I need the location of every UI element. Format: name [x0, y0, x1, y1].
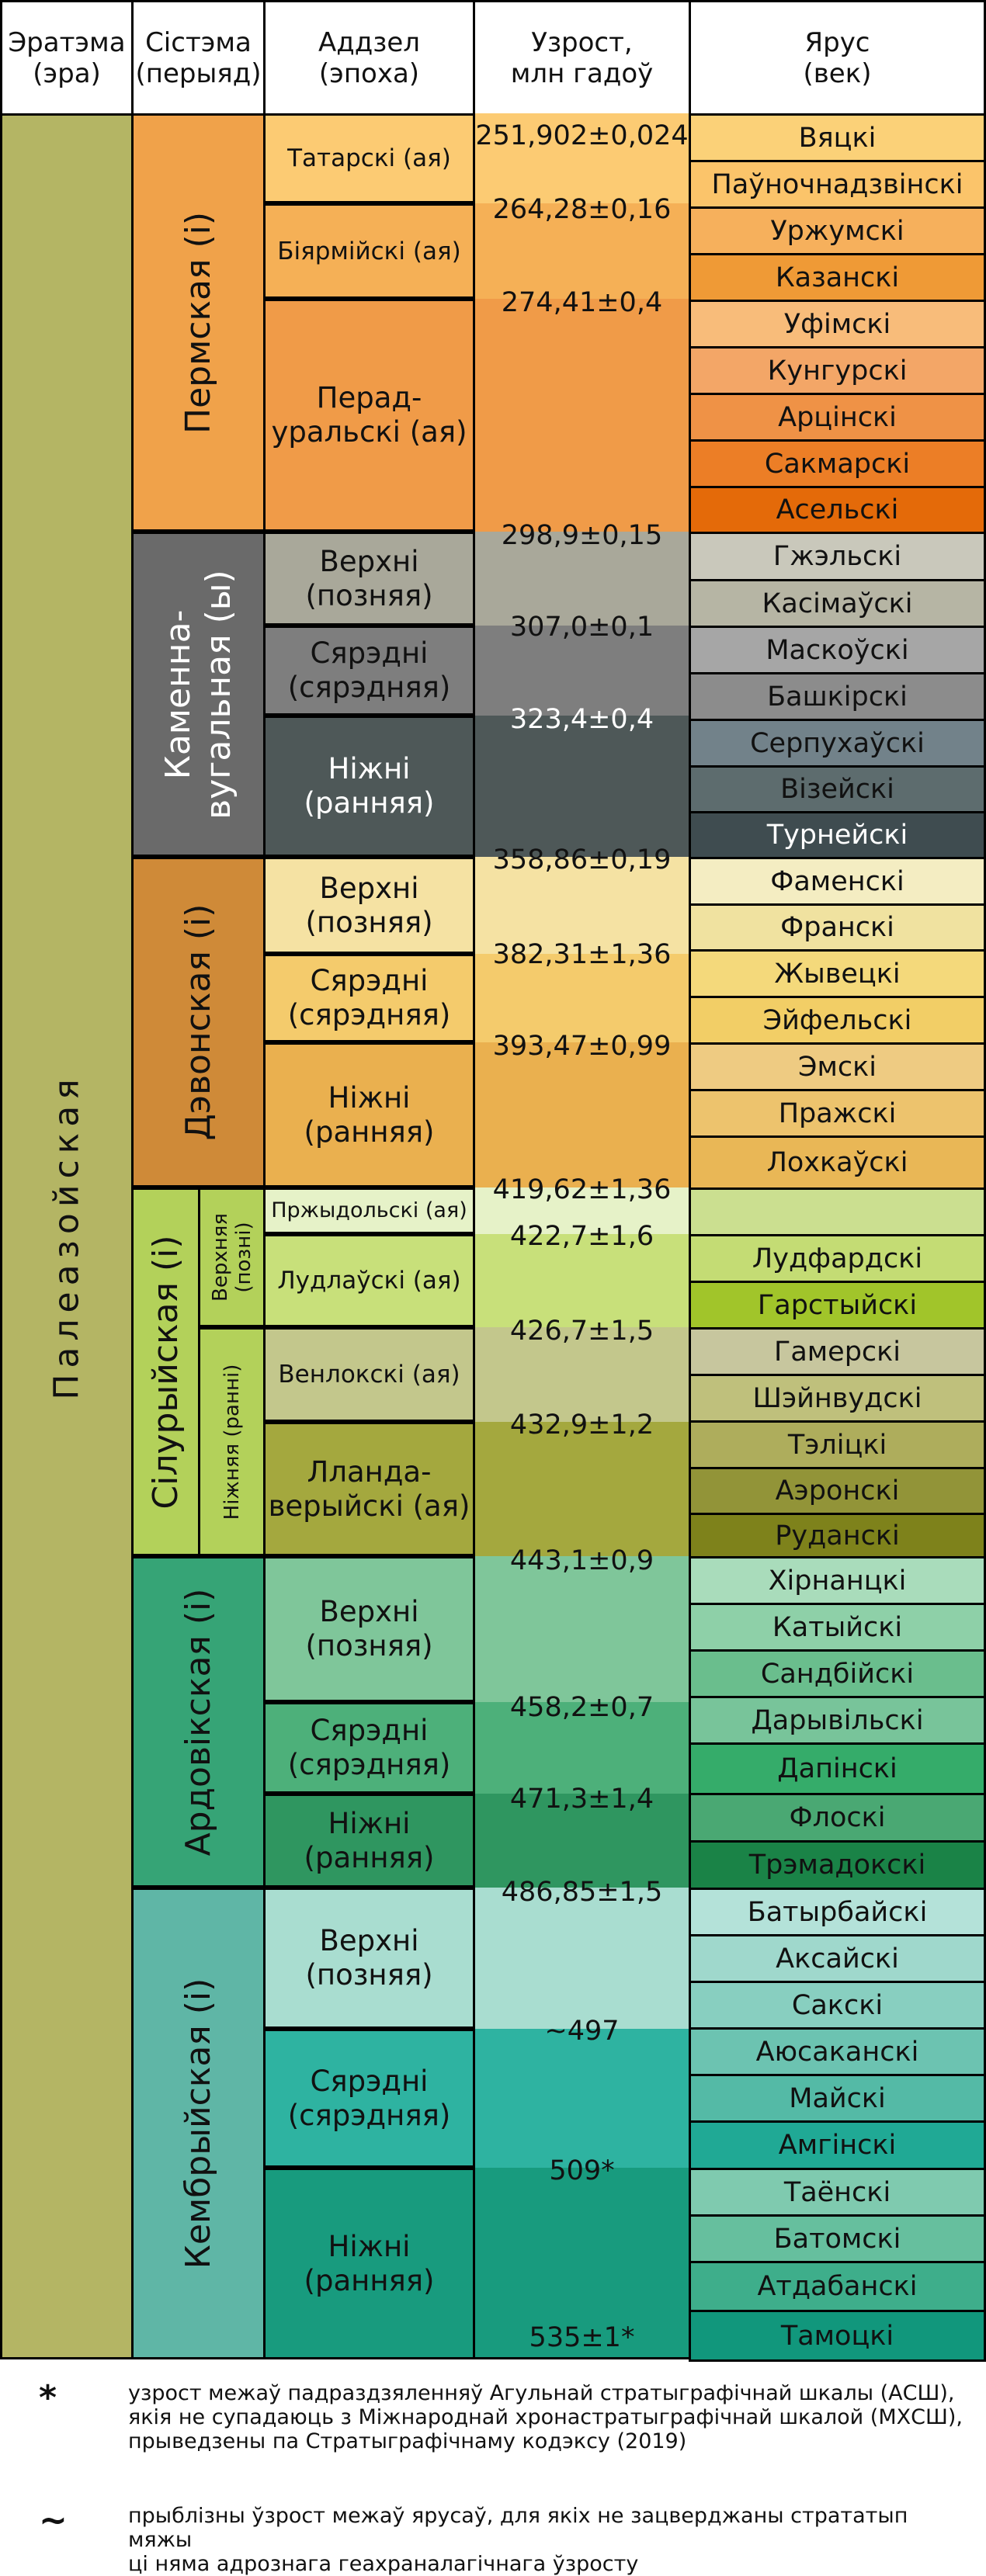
era-label: Палеазойская: [47, 1073, 87, 1400]
stage-label: Батомскі: [773, 2223, 901, 2255]
stage-label: Кунгурскі: [767, 355, 908, 387]
stage-cell: [689, 113, 986, 162]
stage-cell: [689, 2120, 986, 2170]
age-label: 535±1*: [529, 2322, 635, 2353]
stage-cell: [689, 1327, 986, 1376]
stage-label: Казанскі: [775, 262, 900, 293]
stage-cell: [689, 253, 986, 302]
system-cell: [131, 113, 266, 532]
stage-cell: [689, 949, 986, 998]
age-label: 509*: [549, 2155, 615, 2186]
system-cell: [131, 1556, 266, 1888]
epoch-label: Татарскі (ая): [287, 144, 451, 172]
stage-label: Уржумскі: [770, 215, 904, 247]
stage-cell: [689, 996, 986, 1045]
age-label: 393,47±0,99: [492, 1031, 672, 1062]
footnote-mark: *: [39, 2378, 57, 2418]
epoch-header: [263, 0, 475, 116]
silurian-series-label: Ніжняя (ранні): [220, 1364, 244, 1520]
epoch-cell: [263, 1556, 475, 1702]
stage-cell: [689, 1981, 986, 2030]
footnote-text: узрост межаў падраздзяленняў Агульнай стратыграфічнай шкалы (АСШ), якія не супадаюць з Міжнароднай хронастратыграфічнай шкалой (МХСШ), прыведзены па Стратыграфічнаму кодэксу (2019): [128, 2381, 963, 2453]
stage-label: Аэронскі: [775, 1475, 900, 1506]
stage-header: [689, 0, 986, 116]
system-label: Каменна- вугальная (ы): [158, 569, 238, 820]
stage-label: Пражскі: [778, 1097, 897, 1129]
stage-label: Тамоцкі: [780, 2320, 894, 2352]
stage-label: Маскоўскі: [766, 634, 909, 666]
stage-cell: [689, 2027, 986, 2076]
stage-cell: [689, 2261, 986, 2312]
system-cell: [131, 857, 266, 1187]
stage-cell: [689, 1696, 986, 1745]
stage-label: Арцінскі: [778, 401, 897, 433]
stage-label: Сакмарскі: [764, 448, 911, 480]
epoch-cell: [263, 1042, 475, 1187]
stage-label: Амгінскі: [778, 2130, 897, 2161]
stage-cell: [689, 206, 986, 255]
epoch-label: Перад- уральскі (ая): [271, 381, 467, 449]
epoch-cell: [263, 626, 475, 716]
stage-label: Майскі: [789, 2082, 886, 2114]
epoch-cell: [263, 1422, 475, 1556]
stage-label: Уфімскі: [783, 308, 891, 340]
stage-label: Асельскі: [776, 494, 899, 525]
epoch-cell: [263, 1234, 475, 1327]
epoch-label: Сярэдні (сярэдняя): [287, 636, 451, 704]
stage-cell: [689, 1649, 986, 1698]
stage-cell: [689, 1888, 986, 1936]
system-label: Ардовікская (і): [178, 1588, 218, 1856]
stage-cell: [689, 1934, 986, 1983]
age-label: 426,7±1,5: [509, 1316, 654, 1347]
stage-cell: [689, 439, 986, 488]
stage-cell: [689, 532, 986, 581]
system-label: Сілурыйская (і): [145, 1234, 186, 1510]
stage-label: Лохкаўскі: [766, 1147, 908, 1178]
age-label: 307,0±0,1: [509, 612, 654, 643]
stage-cell: [689, 160, 986, 209]
era-header: [0, 0, 134, 116]
stage-label: Шэйнвудскі: [752, 1382, 922, 1414]
system-cell: [131, 532, 266, 857]
system-header: [131, 0, 266, 116]
system-cell: [131, 1888, 266, 2359]
epoch-cell: [263, 1702, 475, 1794]
age-label: 458,2±0,7: [509, 1692, 654, 1723]
silurian-series-cell: [198, 1187, 266, 1327]
stage-label: Лудфардскі: [752, 1243, 923, 1274]
epoch-cell: [263, 2168, 475, 2359]
stage-label: Серпухаўскі: [750, 727, 925, 759]
epoch-label: Лланда- верыйскі (ая): [268, 1454, 470, 1523]
epoch-label: Верхні (позняя): [305, 871, 433, 939]
stage-label: Сакскі: [791, 1989, 884, 2021]
age-label: 422,7±1,6: [509, 1221, 654, 1252]
stage-label: Касімаўскі: [762, 588, 913, 619]
footnote-mark: ~: [39, 2501, 68, 2540]
epoch-cell: [263, 113, 475, 203]
age-label: 274,41±0,4: [501, 287, 663, 318]
epoch-label: Сярэдні (сярэдняя): [287, 2064, 451, 2132]
system-label: Кембрыйская (і): [178, 1978, 218, 2269]
epoch-label: Ніжні (ранняя): [304, 1080, 435, 1149]
stage-label: Аксайскі: [776, 1943, 899, 1974]
stage-cell: [689, 719, 986, 768]
epoch-label: Сярэдні (сярэдняя): [287, 1714, 451, 1781]
stage-label: Франскі: [780, 912, 894, 943]
stage-label: Турнейскі: [766, 820, 908, 851]
epoch-label: Пржыдольскі (ая): [271, 1198, 467, 1222]
epoch-label: Лудлаўскі (ая): [277, 1267, 461, 1295]
stage-cell: [689, 1556, 986, 1605]
age-label: 432,9±1,2: [509, 1409, 654, 1441]
epoch-cell: [263, 1187, 475, 1234]
epoch-cell: [263, 299, 475, 532]
stage-cell: [689, 1187, 986, 1236]
stage-label: Трэмадокскі: [748, 1850, 926, 1881]
stage-cell: [689, 1089, 986, 1138]
age-label: 443,1±0,9: [509, 1545, 654, 1576]
stage-label: Гжэльскі: [772, 541, 902, 572]
epoch-label: Ніжні (ранняя): [304, 1806, 435, 1874]
stage-label: Аюсаканскі: [755, 2036, 919, 2068]
stage-cell: [689, 2168, 986, 2217]
stage-label: Флоскі: [789, 1802, 886, 1833]
age-label: 298,9±0,15: [501, 520, 663, 551]
system-label: Пермская (і): [178, 211, 218, 434]
stage-cell: [689, 1234, 986, 1283]
stage-label: Руданскі: [775, 1520, 900, 1551]
stage-label: Эмскі: [798, 1051, 877, 1083]
system-header-label: Сістэма (перыяд): [135, 26, 262, 89]
system-cell: [131, 1187, 200, 1556]
stage-cell: [689, 857, 986, 906]
stage-cell: [689, 2214, 986, 2263]
age-label: 486,85±1,5: [501, 1877, 663, 1908]
epoch-cell: [263, 1794, 475, 1888]
epoch-cell: [263, 1888, 475, 2029]
stage-cell: [689, 1603, 986, 1652]
stage-label: Жывецкі: [774, 958, 901, 990]
stage-label: Атдабанскі: [757, 2271, 918, 2302]
stage-cell: [689, 811, 986, 859]
stage-cell: [689, 346, 986, 395]
epoch-label: Ніжні (ранняя): [304, 2229, 435, 2297]
stage-cell: [689, 1467, 986, 1515]
stage-cell: [689, 672, 986, 721]
epoch-cell: [263, 857, 475, 954]
stage-label: Гарстыйскі: [757, 1289, 918, 1321]
epoch-label: Біярмійскі (ая): [277, 237, 461, 265]
stage-label: Батырбайскі: [747, 1896, 928, 1928]
epoch-cell: [263, 954, 475, 1042]
stage-cell: [689, 1420, 986, 1469]
epoch-cell: [263, 716, 475, 857]
epoch-label: Венлокскі (ая): [278, 1361, 460, 1389]
stage-cell: [689, 1742, 986, 1795]
age-label: 382,31±1,36: [492, 939, 672, 970]
epoch-cell: [263, 2029, 475, 2168]
epoch-cell: [263, 532, 475, 626]
system-label: Дэвонская (і): [178, 903, 218, 1141]
stage-cell: [689, 2074, 986, 2123]
stage-cell: [689, 1374, 986, 1423]
stage-header-label: Ярус (век): [803, 26, 872, 89]
epoch-label: Верхні (позняя): [305, 1595, 433, 1662]
age-label: 264,28±0,16: [492, 194, 672, 225]
stage-label: Паўночнадзвінскі: [711, 168, 963, 200]
epoch-label: Верхні (позняя): [305, 544, 433, 612]
age-label: 251,902±0,024: [475, 120, 689, 151]
stage-label: Дапінскі: [777, 1753, 897, 1784]
age-label: 323,4±0,4: [509, 704, 654, 735]
silurian-series-cell: [198, 1327, 266, 1556]
stage-cell: [689, 579, 986, 628]
footnote-text: прыблізны ўзрост межаў ярусаў, для якіх не зацверджаны стрататып мяжы ці няма адрознага геахраналагічнага ўзросту: [128, 2504, 908, 2576]
age-label: 471,3±1,4: [509, 1784, 654, 1815]
epoch-cell: [263, 203, 475, 299]
age-label: 358,86±0,19: [492, 844, 672, 875]
stage-cell: [689, 300, 986, 348]
stage-cell: [689, 626, 986, 674]
age-label: ~497: [544, 2016, 620, 2047]
epoch-header-label: Аддзел (эпоха): [318, 26, 420, 89]
stage-label: Эйфельскі: [762, 1004, 912, 1036]
stage-cell: [689, 2310, 986, 2362]
silurian-series-label: Верхняя (позні): [208, 1212, 255, 1302]
stage-cell: [689, 1513, 986, 1558]
stage-label: Фаменскі: [770, 865, 904, 897]
stage-cell: [689, 486, 986, 534]
stage-cell: [689, 393, 986, 442]
stage-cell: [689, 1840, 986, 1890]
stage-label: Хірнанцкі: [768, 1565, 907, 1597]
stage-cell: [689, 1135, 986, 1190]
epoch-cell: [263, 1327, 475, 1422]
age-header: [473, 0, 691, 116]
age-header-label: Узрост, млн гадоў: [510, 26, 654, 89]
stage-label: Таёнскі: [783, 2176, 891, 2208]
epoch-label: Ніжні (ранняя): [304, 752, 435, 820]
stage-cell: [689, 1281, 986, 1330]
stage-cell: [689, 1793, 986, 1843]
epoch-label: Сярэдні (сярэдняя): [287, 964, 451, 1031]
epoch-label: Верхні (позняя): [305, 1924, 433, 1992]
stage-label: Катыйскі: [772, 1611, 903, 1643]
age-label: 419,62±1,36: [492, 1174, 672, 1205]
stage-cell: [689, 765, 986, 813]
stage-label: Башкірскі: [767, 681, 908, 712]
era-header-label: Эратэма (эра): [8, 26, 126, 89]
stage-cell: [689, 1042, 986, 1091]
stage-label: Сандбійскі: [760, 1658, 915, 1690]
stage-label: Дарывільскі: [751, 1704, 924, 1736]
stage-label: Тэліцкі: [787, 1429, 887, 1461]
stage-label: Гамерскі: [773, 1336, 901, 1368]
era-cell: [0, 113, 134, 2359]
stage-cell: [689, 903, 986, 952]
stage-label: Вяцкі: [798, 122, 877, 154]
stage-label: Візейскі: [780, 774, 894, 805]
